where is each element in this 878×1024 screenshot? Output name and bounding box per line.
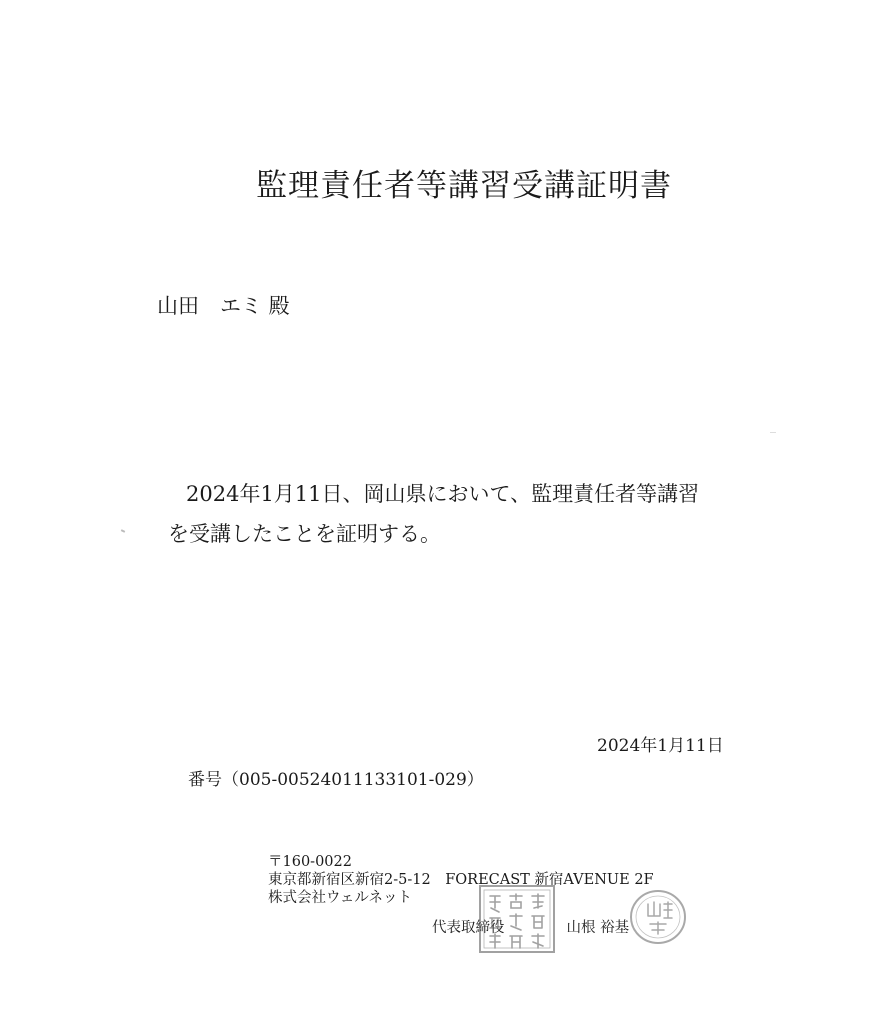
recipient-name: 山田 エミ 殿: [157, 294, 290, 318]
company-seal-stamp: [478, 884, 556, 954]
issue-date: 2024年1月11日: [597, 736, 724, 756]
paper-speck: [770, 432, 776, 433]
issuer-postal-code: 〒160-0022: [268, 854, 352, 870]
issuer-block: [268, 853, 654, 907]
certificate-body: [168, 474, 748, 554]
certificate-body-line-1: 2024年1月11日、岡山県において、監理責任者等講習: [186, 482, 700, 506]
representative-title: 代表取締役: [432, 920, 505, 936]
certificate-number: 番号（005-00524011133101-029）: [188, 770, 484, 790]
representative-name: 山根 裕基: [566, 920, 630, 936]
representative-seal-stamp: [628, 888, 688, 946]
issuer-address: 東京都新宿区新宿2-5-12 FORECAST 新宿AVENUE 2F: [268, 872, 654, 888]
certificate-body-line-2: を受講したことを証明する。: [168, 522, 441, 546]
certificate-title: 監理責任者等講習受講証明書: [256, 168, 672, 204]
paper-speck: [121, 529, 125, 533]
issuer-company-name: 株式会社ウェルネット: [268, 890, 412, 906]
